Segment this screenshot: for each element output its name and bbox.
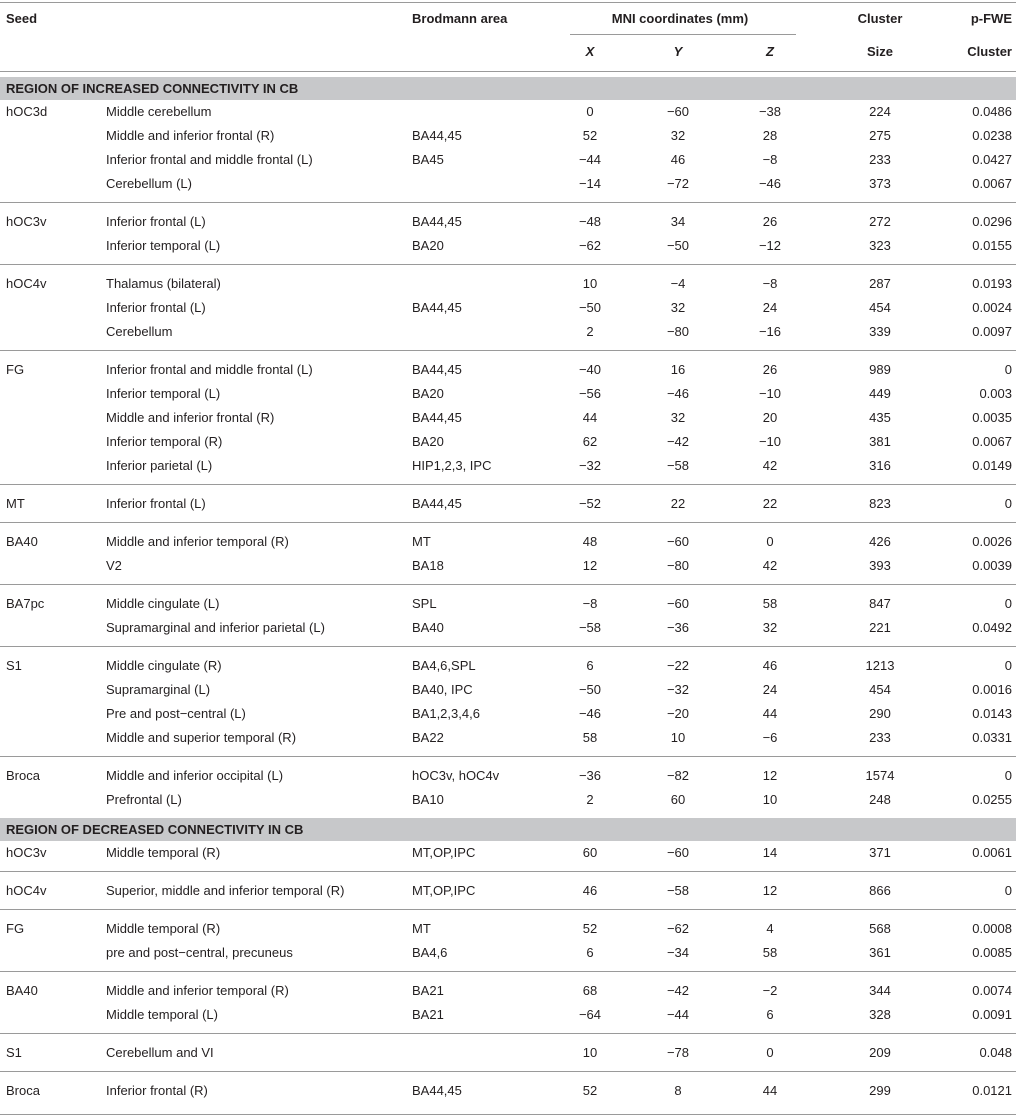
cell-region: V2 bbox=[106, 558, 122, 573]
cell-x: 58 bbox=[582, 730, 598, 745]
cell-y: −62 bbox=[666, 921, 690, 936]
cell-p: 0.0427 bbox=[972, 152, 1012, 167]
cell-z: 32 bbox=[762, 620, 778, 635]
cell-size: 1574 bbox=[865, 768, 895, 783]
cell-y: 22 bbox=[670, 496, 686, 511]
cell-z: 44 bbox=[762, 706, 778, 721]
cell-ba: BA18 bbox=[412, 558, 444, 573]
cell-y: −80 bbox=[666, 558, 690, 573]
cell-ba: hOC3v, hOC4v bbox=[412, 768, 500, 783]
cell-p: 0 bbox=[1004, 596, 1012, 611]
cell-region: Thalamus (bilateral) bbox=[106, 276, 221, 291]
cell-size: 989 bbox=[869, 362, 891, 377]
header-seed: Seed bbox=[6, 11, 38, 26]
cell-region: Inferior frontal (L) bbox=[106, 496, 206, 511]
cell-z: 4 bbox=[766, 921, 774, 936]
cell-z: 22 bbox=[762, 496, 778, 511]
header-cluster: Cluster bbox=[857, 11, 903, 26]
cell-z: −10 bbox=[758, 434, 782, 449]
cell-ba: BA4,6,SPL bbox=[412, 658, 476, 673]
cell-p: 0.0193 bbox=[972, 276, 1012, 291]
header-y: Y bbox=[673, 44, 683, 59]
cell-z: 58 bbox=[762, 596, 778, 611]
mni-sub-rule bbox=[570, 34, 796, 35]
cell-region: Cerebellum bbox=[106, 324, 173, 339]
cell-ba: BA20 bbox=[412, 386, 444, 401]
cell-x: −50 bbox=[578, 300, 602, 315]
cell-size: 221 bbox=[869, 620, 891, 635]
cell-p: 0 bbox=[1004, 362, 1012, 377]
group-divider bbox=[0, 1071, 1016, 1072]
table-bottom-rule bbox=[0, 1114, 1016, 1115]
cell-region: Prefrontal (L) bbox=[106, 792, 182, 807]
cell-x: −62 bbox=[578, 238, 602, 253]
cell-region: Inferior temporal (L) bbox=[106, 386, 221, 401]
group-divider bbox=[0, 971, 1016, 972]
seed-label: Broca bbox=[6, 768, 40, 783]
seed-label: FG bbox=[6, 921, 25, 936]
cell-x: 62 bbox=[582, 434, 598, 449]
group-divider bbox=[0, 350, 1016, 351]
cell-ba: BA21 bbox=[412, 1007, 444, 1022]
cell-region: Middle and inferior temporal (R) bbox=[106, 983, 289, 998]
cell-p: 0.0024 bbox=[972, 300, 1012, 315]
cell-ba: BA40 bbox=[412, 620, 444, 635]
cell-z: 46 bbox=[762, 658, 778, 673]
cell-y: −42 bbox=[666, 434, 690, 449]
cell-size: 299 bbox=[869, 1083, 891, 1098]
cell-z: 26 bbox=[762, 362, 778, 377]
cell-p: 0.003 bbox=[979, 386, 1012, 401]
cell-size: 272 bbox=[869, 214, 891, 229]
cell-p: 0.0016 bbox=[972, 682, 1012, 697]
cell-size: 344 bbox=[869, 983, 891, 998]
cell-ba: BA44,45 bbox=[412, 410, 462, 425]
cell-x: −64 bbox=[578, 1007, 602, 1022]
cell-y: −60 bbox=[666, 104, 690, 119]
cell-p: 0.0026 bbox=[972, 534, 1012, 549]
cell-x: −44 bbox=[578, 152, 602, 167]
cell-x: 60 bbox=[582, 845, 598, 860]
cell-p: 0.0143 bbox=[972, 706, 1012, 721]
cell-y: −34 bbox=[666, 945, 690, 960]
cell-x: 52 bbox=[582, 921, 598, 936]
cell-ba: BA45 bbox=[412, 152, 444, 167]
cell-size: 209 bbox=[869, 1045, 891, 1060]
cell-ba: BA44,45 bbox=[412, 300, 462, 315]
cell-x: 10 bbox=[582, 276, 598, 291]
cell-x: 0 bbox=[586, 104, 594, 119]
section-title: REGION OF DECREASED CONNECTIVITY IN CB bbox=[6, 822, 304, 837]
cell-y: −46 bbox=[666, 386, 690, 401]
cell-p: 0.0121 bbox=[972, 1083, 1012, 1098]
cell-region: Middle and inferior frontal (R) bbox=[106, 128, 275, 143]
group-divider bbox=[0, 202, 1016, 203]
group-divider bbox=[0, 1033, 1016, 1034]
cell-ba: BA44,45 bbox=[412, 362, 462, 377]
cell-y: −44 bbox=[666, 1007, 690, 1022]
cell-y: −80 bbox=[666, 324, 690, 339]
cell-z: 24 bbox=[762, 300, 778, 315]
cell-size: 568 bbox=[869, 921, 891, 936]
cell-region: Middle cingulate (R) bbox=[106, 658, 222, 673]
cell-x: −56 bbox=[578, 386, 602, 401]
group-divider bbox=[0, 264, 1016, 265]
cell-z: 28 bbox=[762, 128, 778, 143]
group-divider bbox=[0, 756, 1016, 757]
cell-z: −16 bbox=[758, 324, 782, 339]
cell-region: Pre and post−central (L) bbox=[106, 706, 246, 721]
cell-x: 2 bbox=[586, 324, 594, 339]
cell-x: −52 bbox=[578, 496, 602, 511]
cell-x: 52 bbox=[582, 128, 598, 143]
cell-z: 24 bbox=[762, 682, 778, 697]
cell-z: 44 bbox=[762, 1083, 778, 1098]
cell-region: Superior, middle and inferior temporal (R) bbox=[106, 883, 345, 898]
group-divider bbox=[0, 584, 1016, 585]
cell-p: 0.0067 bbox=[972, 176, 1012, 191]
cell-x: −58 bbox=[578, 620, 602, 635]
cell-region: Middle and inferior occipital (L) bbox=[106, 768, 284, 783]
cell-size: 823 bbox=[869, 496, 891, 511]
cell-z: −12 bbox=[758, 238, 782, 253]
header-bottom-rule bbox=[0, 71, 1016, 72]
cell-region: Supramarginal and inferior parietal (L) bbox=[106, 620, 325, 635]
seed-label: hOC3d bbox=[6, 104, 48, 119]
cell-region: Cerebellum and VI bbox=[106, 1045, 214, 1060]
seed-label: BA7pc bbox=[6, 596, 45, 611]
cell-y: −60 bbox=[666, 534, 690, 549]
cell-p: 0.0149 bbox=[972, 458, 1012, 473]
cell-p: 0 bbox=[1004, 883, 1012, 898]
seed-label: S1 bbox=[6, 658, 22, 673]
cell-x: −50 bbox=[578, 682, 602, 697]
cell-z: 12 bbox=[762, 883, 778, 898]
cell-size: 316 bbox=[869, 458, 891, 473]
cell-y: 8 bbox=[674, 1083, 682, 1098]
cell-p: 0.0039 bbox=[972, 558, 1012, 573]
cell-size: 381 bbox=[869, 434, 891, 449]
cell-ba: MT bbox=[412, 534, 431, 549]
cell-ba: SPL bbox=[412, 596, 437, 611]
cell-size: 449 bbox=[869, 386, 891, 401]
cell-p: 0.0091 bbox=[972, 1007, 1012, 1022]
cell-region: Inferior frontal (L) bbox=[106, 300, 206, 315]
cell-z: 42 bbox=[762, 458, 778, 473]
cell-region: Middle and inferior frontal (R) bbox=[106, 410, 275, 425]
cell-region: pre and post−central, precuneus bbox=[106, 945, 293, 960]
cell-size: 361 bbox=[869, 945, 891, 960]
seed-label: BA40 bbox=[6, 983, 38, 998]
cell-y: −58 bbox=[666, 458, 690, 473]
seed-label: hOC4v bbox=[6, 883, 47, 898]
cell-z: −2 bbox=[762, 983, 778, 998]
cell-size: 1213 bbox=[865, 658, 895, 673]
cell-ba: BA21 bbox=[412, 983, 444, 998]
cell-y: −60 bbox=[666, 845, 690, 860]
cell-x: 2 bbox=[586, 792, 594, 807]
cell-p: 0.0255 bbox=[972, 792, 1012, 807]
group-divider bbox=[0, 522, 1016, 523]
cell-y: 32 bbox=[670, 128, 686, 143]
cell-z: 42 bbox=[762, 558, 778, 573]
cell-y: 10 bbox=[670, 730, 686, 745]
cell-z: 0 bbox=[766, 534, 774, 549]
cell-x: 68 bbox=[582, 983, 598, 998]
cell-p: 0 bbox=[1004, 496, 1012, 511]
cell-p: 0.048 bbox=[979, 1045, 1012, 1060]
cell-region: Middle temporal (R) bbox=[106, 845, 221, 860]
cell-z: 12 bbox=[762, 768, 778, 783]
cell-p: 0.0085 bbox=[972, 945, 1012, 960]
cell-y: 46 bbox=[670, 152, 686, 167]
cell-y: −22 bbox=[666, 658, 690, 673]
cell-y: −4 bbox=[670, 276, 686, 291]
group-divider bbox=[0, 484, 1016, 485]
cell-y: −72 bbox=[666, 176, 690, 191]
cell-p: 0.0331 bbox=[972, 730, 1012, 745]
cell-ba: HIP1,2,3, IPC bbox=[412, 458, 492, 473]
cell-region: Inferior frontal (R) bbox=[106, 1083, 208, 1098]
cell-x: −36 bbox=[578, 768, 602, 783]
seed-label: hOC4v bbox=[6, 276, 47, 291]
cell-region: Middle cingulate (L) bbox=[106, 596, 220, 611]
cell-region: Middle cerebellum bbox=[106, 104, 212, 119]
cell-y: −36 bbox=[666, 620, 690, 635]
cell-region: Supramarginal (L) bbox=[106, 682, 211, 697]
cell-p: 0 bbox=[1004, 658, 1012, 673]
cell-z: −10 bbox=[758, 386, 782, 401]
cell-size: 426 bbox=[869, 534, 891, 549]
cell-p: 0.0035 bbox=[972, 410, 1012, 425]
cell-size: 224 bbox=[869, 104, 891, 119]
cell-z: 58 bbox=[762, 945, 778, 960]
cell-x: 6 bbox=[586, 945, 594, 960]
cell-size: 866 bbox=[869, 883, 891, 898]
cell-z: −8 bbox=[762, 276, 778, 291]
cell-region: Inferior frontal (L) bbox=[106, 214, 206, 229]
cell-region: Middle and inferior temporal (R) bbox=[106, 534, 289, 549]
cell-z: 0 bbox=[766, 1045, 774, 1060]
cell-x: −8 bbox=[582, 596, 598, 611]
cell-region: Middle temporal (R) bbox=[106, 921, 221, 936]
header-pfwe: p-FWE bbox=[970, 11, 1012, 26]
cell-p: 0.0097 bbox=[972, 324, 1012, 339]
header-pfwe-cluster: Cluster bbox=[967, 44, 1012, 59]
cell-z: −8 bbox=[762, 152, 778, 167]
seed-label: BA40 bbox=[6, 534, 38, 549]
cell-ba: BA44,45 bbox=[412, 496, 462, 511]
cell-x: −14 bbox=[578, 176, 602, 191]
cell-y: −82 bbox=[666, 768, 690, 783]
cell-size: 371 bbox=[869, 845, 891, 860]
cell-x: −40 bbox=[578, 362, 602, 377]
cell-p: 0.0486 bbox=[972, 104, 1012, 119]
cell-x: 12 bbox=[582, 558, 598, 573]
group-divider bbox=[0, 646, 1016, 647]
cell-region: Middle temporal (L) bbox=[106, 1007, 218, 1022]
cell-x: 46 bbox=[582, 883, 598, 898]
seed-label: FG bbox=[6, 362, 25, 377]
cell-region: Inferior temporal (R) bbox=[106, 434, 223, 449]
cell-z: 6 bbox=[766, 1007, 774, 1022]
cell-ba: BA20 bbox=[412, 238, 444, 253]
cell-y: −42 bbox=[666, 983, 690, 998]
cell-y: −20 bbox=[666, 706, 690, 721]
header-x: X bbox=[585, 44, 595, 59]
cell-x: −32 bbox=[578, 458, 602, 473]
cell-ba: MT,OP,IPC bbox=[412, 883, 476, 898]
cell-ba: BA1,2,3,4,6 bbox=[412, 706, 480, 721]
seed-label: MT bbox=[6, 496, 25, 511]
cell-y: −78 bbox=[666, 1045, 690, 1060]
cell-ba: BA20 bbox=[412, 434, 444, 449]
cell-p: 0 bbox=[1004, 768, 1012, 783]
section-title: REGION OF INCREASED CONNECTIVITY IN CB bbox=[6, 81, 299, 96]
cell-size: 287 bbox=[869, 276, 891, 291]
cell-y: 32 bbox=[670, 410, 686, 425]
cell-size: 847 bbox=[869, 596, 891, 611]
cell-y: −58 bbox=[666, 883, 690, 898]
cell-y: 32 bbox=[670, 300, 686, 315]
header-brodmann: Brodmann area bbox=[412, 11, 508, 26]
cell-p: 0.0238 bbox=[972, 128, 1012, 143]
cell-size: 233 bbox=[869, 152, 891, 167]
cell-z: 10 bbox=[762, 792, 778, 807]
cell-region: Inferior parietal (L) bbox=[106, 458, 213, 473]
cell-size: 454 bbox=[869, 682, 891, 697]
cell-p: 0.0492 bbox=[972, 620, 1012, 635]
cell-size: 275 bbox=[869, 128, 891, 143]
cell-x: 6 bbox=[586, 658, 594, 673]
cell-ba: BA44,45 bbox=[412, 214, 462, 229]
cell-x: −48 bbox=[578, 214, 602, 229]
cell-region: Inferior frontal and middle frontal (L) bbox=[106, 362, 313, 377]
cell-size: 435 bbox=[869, 410, 891, 425]
cell-size: 454 bbox=[869, 300, 891, 315]
cell-y: −50 bbox=[666, 238, 690, 253]
cell-ba: MT bbox=[412, 921, 431, 936]
seed-label: hOC3v bbox=[6, 214, 47, 229]
cell-z: −46 bbox=[758, 176, 782, 191]
cell-p: 0.0061 bbox=[972, 845, 1012, 860]
cell-y: 60 bbox=[670, 792, 686, 807]
cell-p: 0.0155 bbox=[972, 238, 1012, 253]
seed-label: Broca bbox=[6, 1083, 40, 1098]
cell-ba: BA44,45 bbox=[412, 128, 462, 143]
cell-p: 0.0067 bbox=[972, 434, 1012, 449]
cell-z: 26 bbox=[762, 214, 778, 229]
cell-p: 0.0008 bbox=[972, 921, 1012, 936]
cell-z: 20 bbox=[762, 410, 778, 425]
seed-label: hOC3v bbox=[6, 845, 47, 860]
cell-region: Middle and superior temporal (R) bbox=[106, 730, 297, 745]
cell-z: 14 bbox=[762, 845, 778, 860]
group-divider bbox=[0, 871, 1016, 872]
cell-x: −46 bbox=[578, 706, 602, 721]
cell-ba: BA44,45 bbox=[412, 1083, 462, 1098]
seed-label: S1 bbox=[6, 1045, 22, 1060]
cell-ba: MT,OP,IPC bbox=[412, 845, 476, 860]
header-z: Z bbox=[766, 44, 774, 59]
cell-x: 44 bbox=[582, 410, 598, 425]
cell-y: 34 bbox=[670, 214, 686, 229]
cell-size: 233 bbox=[869, 730, 891, 745]
cell-size: 248 bbox=[869, 792, 891, 807]
cell-p: 0.0074 bbox=[972, 983, 1012, 998]
cell-x: 52 bbox=[582, 1083, 598, 1098]
cell-ba: BA40, IPC bbox=[412, 682, 473, 697]
cell-y: 16 bbox=[670, 362, 686, 377]
table-top-rule bbox=[0, 2, 1016, 3]
cell-ba: BA4,6 bbox=[412, 945, 448, 960]
cell-x: 10 bbox=[582, 1045, 598, 1060]
cell-ba: BA22 bbox=[412, 730, 444, 745]
cell-z: −6 bbox=[762, 730, 778, 745]
cell-size: 393 bbox=[869, 558, 891, 573]
cell-size: 339 bbox=[869, 324, 891, 339]
cell-region: Cerebellum (L) bbox=[106, 176, 192, 191]
cell-y: −60 bbox=[666, 596, 690, 611]
cell-y: −32 bbox=[666, 682, 690, 697]
header-size: Size bbox=[866, 44, 893, 59]
cell-ba: BA10 bbox=[412, 792, 444, 807]
cell-size: 373 bbox=[869, 176, 891, 191]
cell-size: 323 bbox=[869, 238, 891, 253]
cell-x: 48 bbox=[582, 534, 598, 549]
cell-p: 0.0296 bbox=[972, 214, 1012, 229]
cell-size: 328 bbox=[869, 1007, 891, 1022]
cell-region: Inferior temporal (L) bbox=[106, 238, 221, 253]
cell-z: −38 bbox=[758, 104, 782, 119]
cell-region: Inferior frontal and middle frontal (L) bbox=[106, 152, 313, 167]
group-divider bbox=[0, 909, 1016, 910]
header-mni: MNI coordinates (mm) bbox=[611, 11, 749, 26]
cell-size: 290 bbox=[869, 706, 891, 721]
